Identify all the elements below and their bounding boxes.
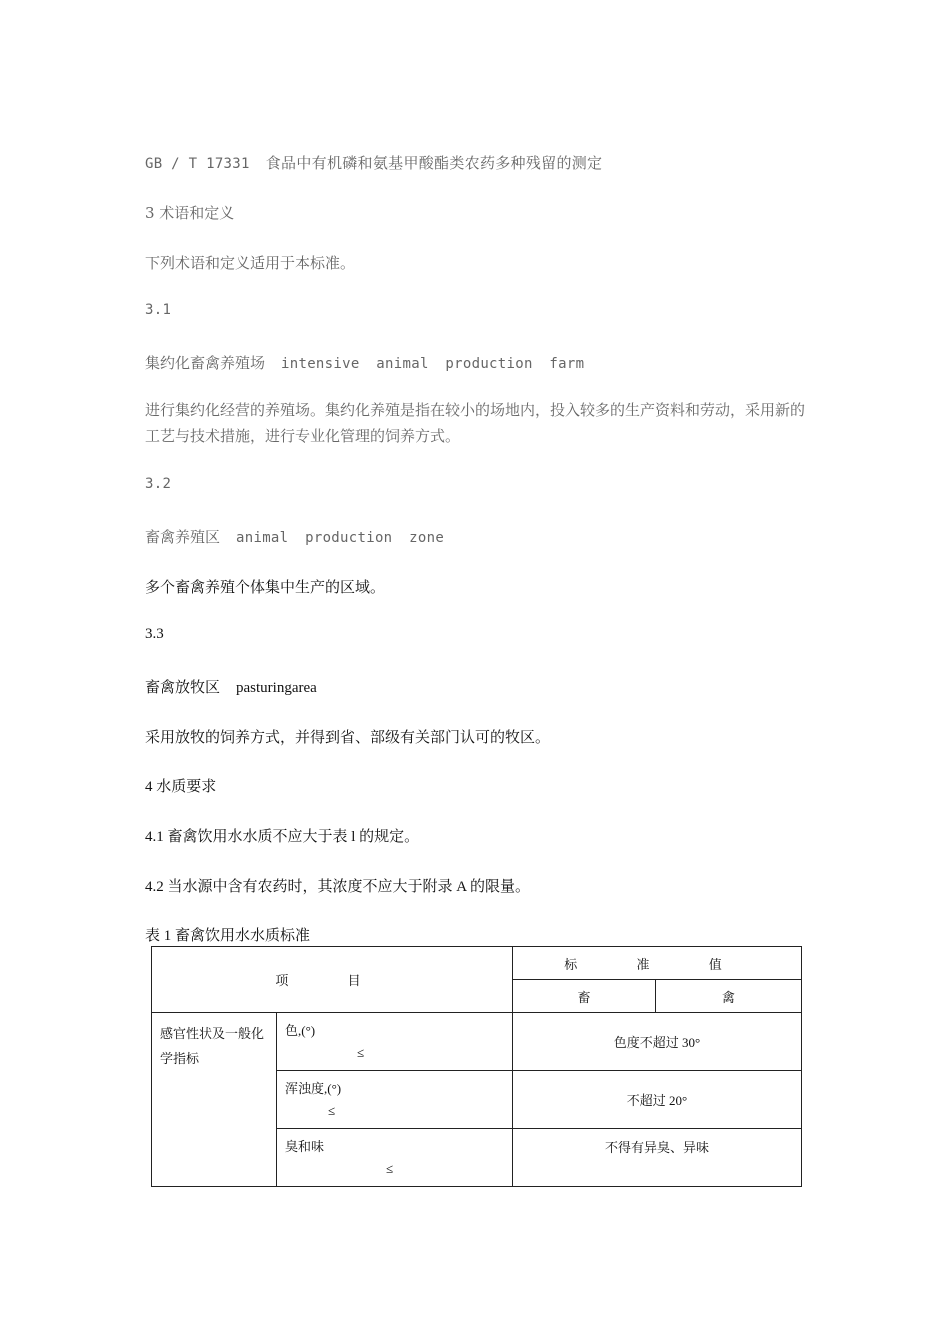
term-3-3-definition: 采用放牧的饲养方式，并得到省、部级有关部门认可的牧区。	[145, 730, 551, 746]
category-cell	[152, 1013, 277, 1187]
header-livestock-label: 畜	[577, 989, 591, 1005]
header-livestock-cell	[513, 980, 656, 1013]
table-caption: 表 1 畜禽饮用水水质标准	[145, 928, 311, 944]
limit-symbol: ≤	[386, 1161, 394, 1176]
item-label: 臭和味	[285, 1139, 325, 1154]
header-standard-label: 标 准 值	[564, 956, 750, 972]
limit-symbol: ≤	[328, 1103, 336, 1118]
term-3-1-definition: 进行集约化经营的养殖场。集约化养殖是指在较小的场地内，投入较多的生产资料和劳动，采用新的工艺与技术措施，进行专业化管理的饲养方式。	[145, 401, 806, 445]
section-3-heading: 3 术语和定义	[145, 204, 235, 222]
item-label: 浑浊度,(°)	[285, 1081, 342, 1096]
value-cell	[513, 1013, 802, 1071]
value-label: 不得有异臭、异味	[605, 1140, 710, 1155]
reference-code: GB / T 17331	[145, 156, 250, 172]
value-label: 不超过 20°	[626, 1093, 688, 1108]
term-3-1-title	[145, 352, 584, 373]
term-3-2-definition: 多个畜禽养殖个体集中生产的区域。	[145, 580, 386, 596]
value-label: 色度不超过 30°	[613, 1035, 701, 1050]
water-quality-table	[151, 946, 802, 1187]
item-cell	[277, 1071, 513, 1129]
table-row	[152, 1013, 802, 1071]
term-3-2-cn: 畜禽养殖区	[145, 528, 221, 546]
term-3-3-title	[145, 676, 317, 697]
item-cell	[277, 1129, 513, 1187]
header-item-label: 项 目	[275, 973, 389, 988]
item-label: 色,(°)	[285, 1023, 316, 1038]
header-poultry-label: 禽	[722, 989, 736, 1005]
term-3-2-en: animal production zone	[236, 530, 445, 546]
term-3-1-cn: 集约化畜禽养殖场	[145, 354, 266, 372]
limit-symbol: ≤	[357, 1045, 365, 1060]
header-poultry-cell	[656, 980, 802, 1013]
term-3-2-title	[145, 526, 444, 547]
category-label: 感官性状及一般化学指标	[160, 1026, 265, 1066]
term-3-3-number: 3.3	[145, 626, 164, 642]
reference-standard-line	[145, 152, 602, 173]
reference-title: 食品中有机磷和氨基甲酸酯类农药多种残留的测定	[265, 154, 603, 172]
section-4-heading: 4 水质要求	[145, 779, 217, 795]
term-3-2-number: 3.2	[145, 476, 172, 492]
term-3-1-en: intensive animal production farm	[281, 356, 585, 372]
term-3-3-cn: 畜禽放牧区	[145, 680, 221, 696]
paragraph-4-2: 4.2 当水源中含有农药时，其浓度不应大于附录 A 的限量。	[145, 879, 531, 895]
value-cell	[513, 1071, 802, 1129]
header-standard-cell	[513, 947, 802, 980]
item-cell	[277, 1013, 513, 1071]
term-3-1-number: 3.1	[145, 302, 172, 318]
paragraph-4-1: 4.1 畜禽饮用水水质不应大于表 l 的规定。	[145, 829, 420, 845]
section-3-intro: 下列术语和定义适用于本标准。	[145, 254, 356, 272]
term-3-3-en: pasturingarea	[236, 680, 317, 696]
header-item-cell	[152, 947, 513, 1013]
value-cell	[513, 1129, 802, 1187]
